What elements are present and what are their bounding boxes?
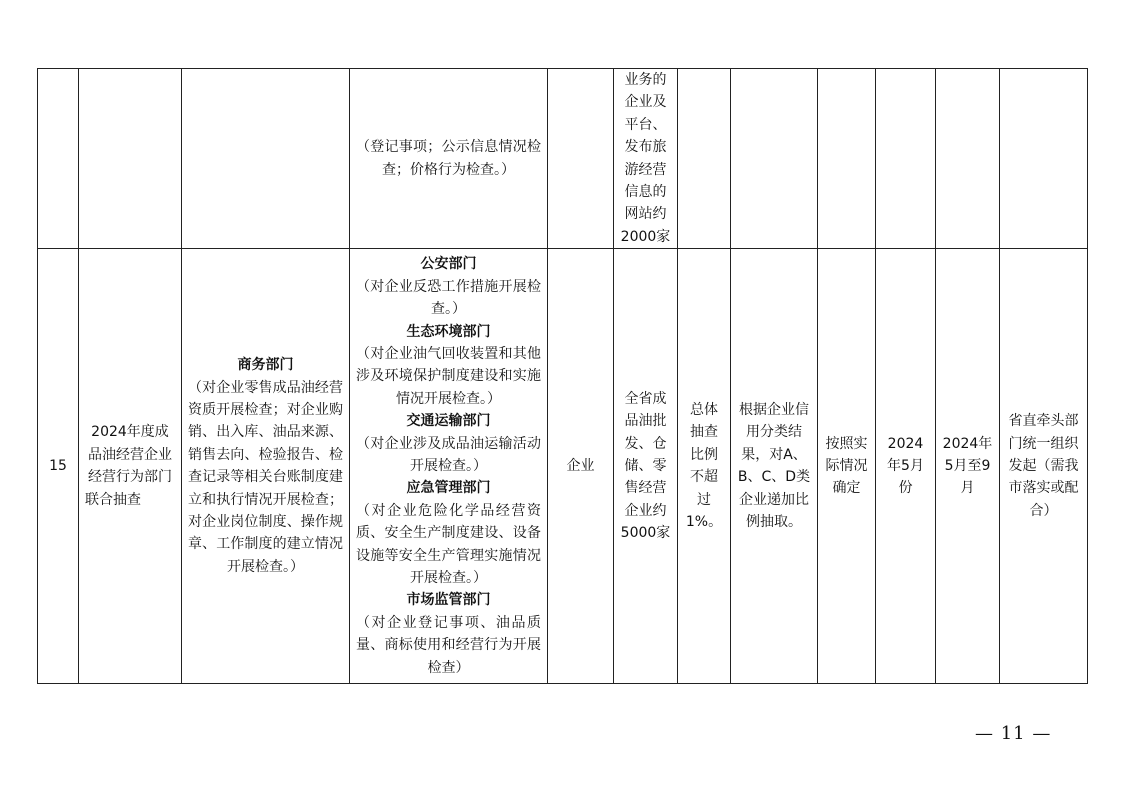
row-number: 15 [38,249,79,684]
page-number: — 11 — [975,723,1052,744]
inspection-period: 2024年5月至9月 [936,249,1000,684]
prev-row-cell-period [936,69,1000,249]
inspection-ratio: 总体抽查比例不超过1%。 [678,249,731,684]
prev-row-cell-note [1000,69,1088,249]
inspection-method: 根据企业信用分类结果，对A、B、C、D类企业递加比例抽取。 [731,249,818,684]
prev-row-cell-frequency [818,69,876,249]
table-row [38,249,1088,684]
joint-department-content: （对企业危险化学品经营资质、安全生产制度建设、设备设施等安全生产管理实施情况开展检查。） [356,502,541,587]
joint-department-content: （对企业涉及成品油运输活动开展检查。） [356,435,541,475]
lead-department-content: （对企业零售成品油经营资质开展检查；对企业购销、出入库、油品来源、销售去向、检验报告、检查记录等相关台账制度建立和执行情况开展检查；对企业岗位制度、操作规章、工作制度的建立情况开展检查。） [188,379,343,575]
prev-row-cell-start [876,69,936,249]
lead-department-name: 商务部门 [237,357,294,374]
prev-row-cell-object [548,69,614,249]
prev-row-cell-ratio [678,69,731,249]
joint-department-content: （对企业登记事项、油品质量、商标使用和经营行为开展检查） [356,614,541,676]
joint-departments-cell [350,249,548,684]
joint-department-content: （对企业反恐工作措施开展检查。） [356,278,541,318]
inspection-scope: 全省成品油批发、仓储、零售经营企业约5000家 [614,249,678,684]
prev-row-cell-method [731,69,818,249]
prev-row-scope: 业务的企业及平台、发布旅游经营信息的网站约2000家 [614,69,678,249]
prev-row-inspection-content: （登记事项；公示信息情况检查；价格行为检查。） [356,139,541,178]
remarks: 省直牵头部门统一组织发起（需我市落实或配合） [1000,249,1088,684]
joint-department-name: 应急管理部门 [406,480,491,497]
prev-row-cell-joint [350,69,548,249]
lead-department-cell [182,249,350,684]
prev-row-cell-lead [182,69,350,249]
prev-row-cell-item [79,69,182,249]
inspection-frequency: 按照实际情况确定 [818,249,876,684]
table-row [38,69,1088,249]
joint-department-name: 市场监管部门 [406,592,491,609]
inspection-plan-table [37,68,1088,684]
inspection-object: 企业 [548,249,614,684]
joint-department-name: 生态环境部门 [406,323,491,340]
joint-department-name: 公安部门 [420,256,477,273]
start-time: 2024年5月份 [876,249,936,684]
inspection-item: 2024年度成品油经营企业经营行为部门联合抽查 [79,249,182,684]
prev-row-cell-no [38,69,79,249]
joint-department-name: 交通运输部门 [406,413,491,430]
joint-department-content: （对企业油气回收装置和其他涉及环境保护制度建设和实施情况开展检查。） [356,346,541,407]
